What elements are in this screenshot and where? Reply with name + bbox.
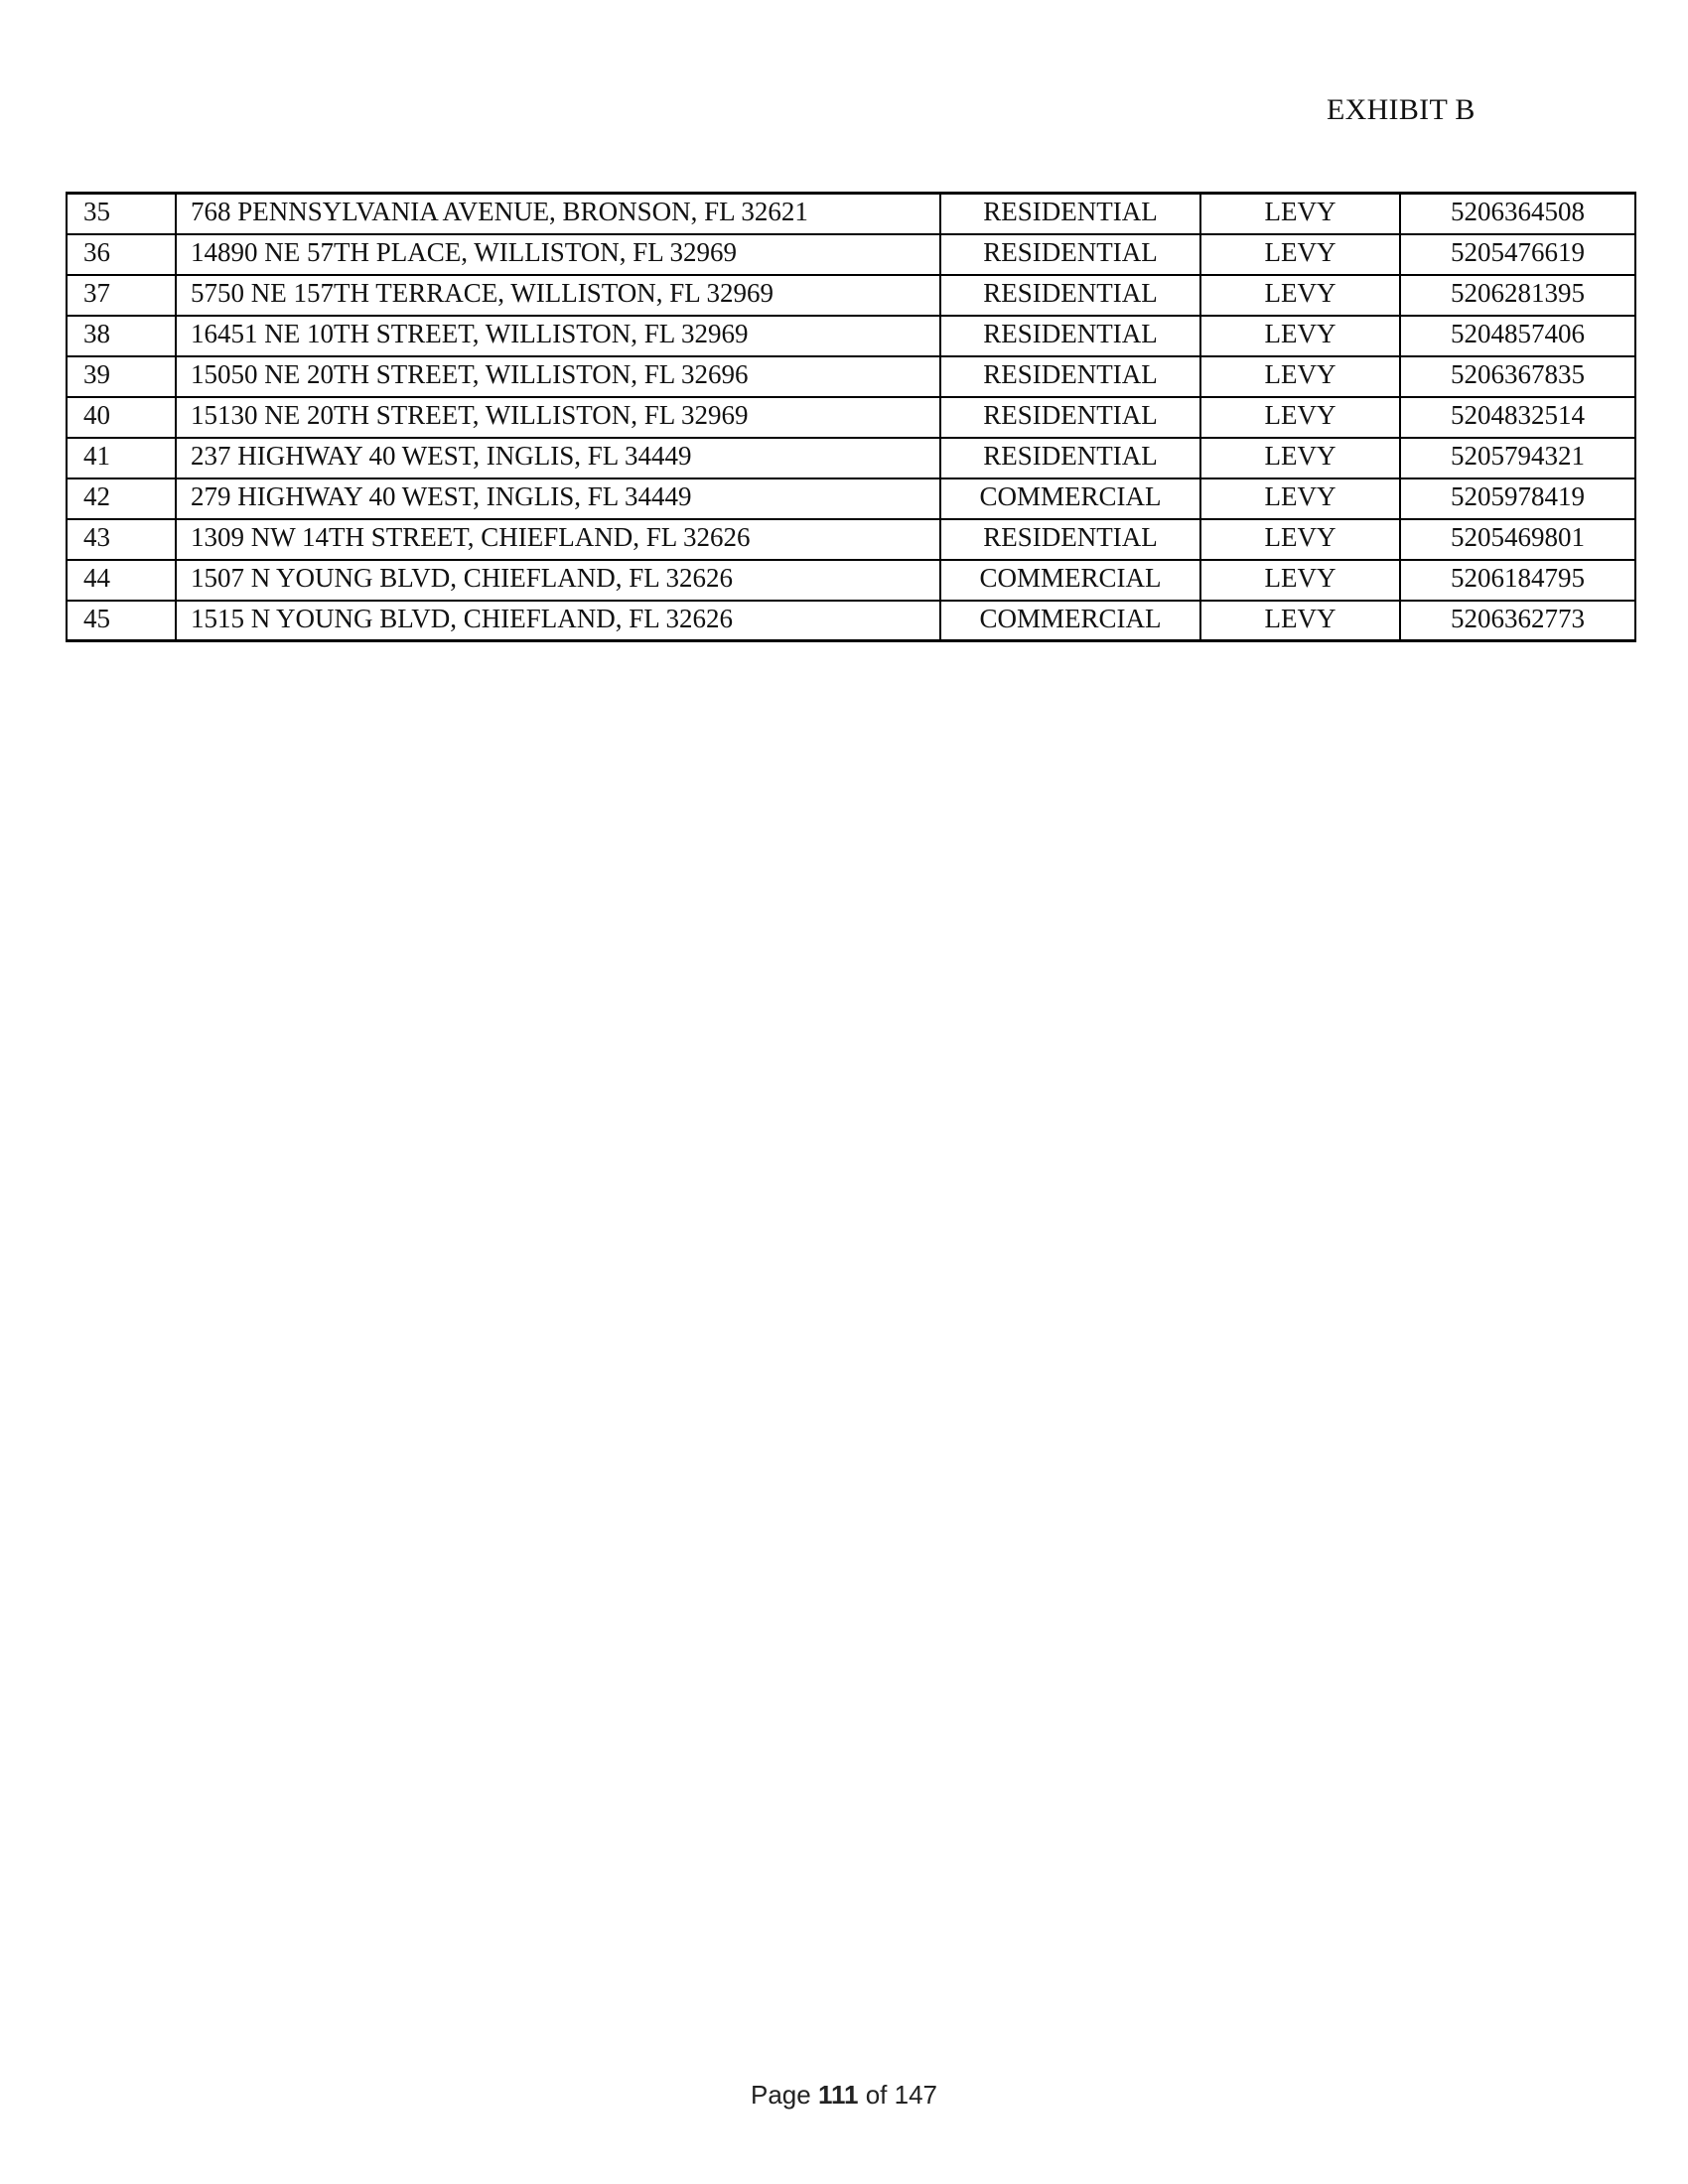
account-type: RESIDENTIAL xyxy=(940,234,1200,275)
table-row xyxy=(67,194,1635,234)
county: LEVY xyxy=(1200,601,1400,641)
service-address: 1515 N YOUNG BLVD, CHIEFLAND, FL 32626 xyxy=(176,601,940,641)
account-number: 5206281395 xyxy=(1400,275,1635,316)
county: LEVY xyxy=(1200,316,1400,356)
page-footer xyxy=(0,2080,1688,2111)
account-type: COMMERCIAL xyxy=(940,478,1200,519)
row-number: 37 xyxy=(67,275,176,316)
table-row xyxy=(67,519,1635,560)
account-type: RESIDENTIAL xyxy=(940,316,1200,356)
service-address: 768 PENNSYLVANIA AVENUE, BRONSON, FL 32621 xyxy=(176,194,940,234)
row-number: 43 xyxy=(67,519,176,560)
service-address: 14890 NE 57TH PLACE, WILLISTON, FL 32969 xyxy=(176,234,940,275)
account-number: 5205794321 xyxy=(1400,438,1635,478)
account-number: 5206184795 xyxy=(1400,560,1635,601)
row-number: 44 xyxy=(67,560,176,601)
table-row xyxy=(67,275,1635,316)
account-number: 5206364508 xyxy=(1400,194,1635,234)
row-number: 42 xyxy=(67,478,176,519)
account-type: RESIDENTIAL xyxy=(940,438,1200,478)
row-number: 38 xyxy=(67,316,176,356)
account-number: 5206362773 xyxy=(1400,601,1635,641)
service-address: 1309 NW 14TH STREET, CHIEFLAND, FL 32626 xyxy=(176,519,940,560)
account-number: 5205469801 xyxy=(1400,519,1635,560)
account-type: RESIDENTIAL xyxy=(940,397,1200,438)
row-number: 35 xyxy=(67,194,176,234)
account-type: RESIDENTIAL xyxy=(940,275,1200,316)
service-address: 16451 NE 10TH STREET, WILLISTON, FL 32969 xyxy=(176,316,940,356)
account-number: 5205978419 xyxy=(1400,478,1635,519)
row-number: 39 xyxy=(67,356,176,397)
county: LEVY xyxy=(1200,275,1400,316)
service-address: 15130 NE 20TH STREET, WILLISTON, FL 32969 xyxy=(176,397,940,438)
table-row xyxy=(67,356,1635,397)
page-of-label: of xyxy=(865,2080,888,2110)
exhibit-label: EXHIBIT B xyxy=(1327,93,1476,126)
account-number: 5206367835 xyxy=(1400,356,1635,397)
account-type: RESIDENTIAL xyxy=(940,356,1200,397)
table-row xyxy=(67,438,1635,478)
county: LEVY xyxy=(1200,356,1400,397)
page-prefix: Page xyxy=(750,2080,811,2110)
total-pages: 147 xyxy=(894,2080,938,2110)
account-type: RESIDENTIAL xyxy=(940,194,1200,234)
row-number: 40 xyxy=(67,397,176,438)
table-row xyxy=(67,601,1635,641)
county: LEVY xyxy=(1200,438,1400,478)
county: LEVY xyxy=(1200,397,1400,438)
account-number: 5204832514 xyxy=(1400,397,1635,438)
county: LEVY xyxy=(1200,519,1400,560)
service-address: 15050 NE 20TH STREET, WILLISTON, FL 32696 xyxy=(176,356,940,397)
county: LEVY xyxy=(1200,478,1400,519)
table-row xyxy=(67,560,1635,601)
table-row xyxy=(67,316,1635,356)
county: LEVY xyxy=(1200,560,1400,601)
row-number: 36 xyxy=(67,234,176,275)
service-address: 5750 NE 157TH TERRACE, WILLISTON, FL 32969 xyxy=(176,275,940,316)
account-number: 5205476619 xyxy=(1400,234,1635,275)
service-address: 1507 N YOUNG BLVD, CHIEFLAND, FL 32626 xyxy=(176,560,940,601)
account-type: COMMERCIAL xyxy=(940,560,1200,601)
row-number: 41 xyxy=(67,438,176,478)
account-number: 5204857406 xyxy=(1400,316,1635,356)
row-number: 45 xyxy=(67,601,176,641)
current-page-number: 111 xyxy=(817,2080,859,2110)
account-type: RESIDENTIAL xyxy=(940,519,1200,560)
service-address: 237 HIGHWAY 40 WEST, INGLIS, FL 34449 xyxy=(176,438,940,478)
property-table xyxy=(66,192,1636,642)
county: LEVY xyxy=(1200,234,1400,275)
table-row xyxy=(67,478,1635,519)
service-address: 279 HIGHWAY 40 WEST, INGLIS, FL 34449 xyxy=(176,478,940,519)
table-row xyxy=(67,234,1635,275)
account-type: COMMERCIAL xyxy=(940,601,1200,641)
table-row xyxy=(67,397,1635,438)
county: LEVY xyxy=(1200,194,1400,234)
